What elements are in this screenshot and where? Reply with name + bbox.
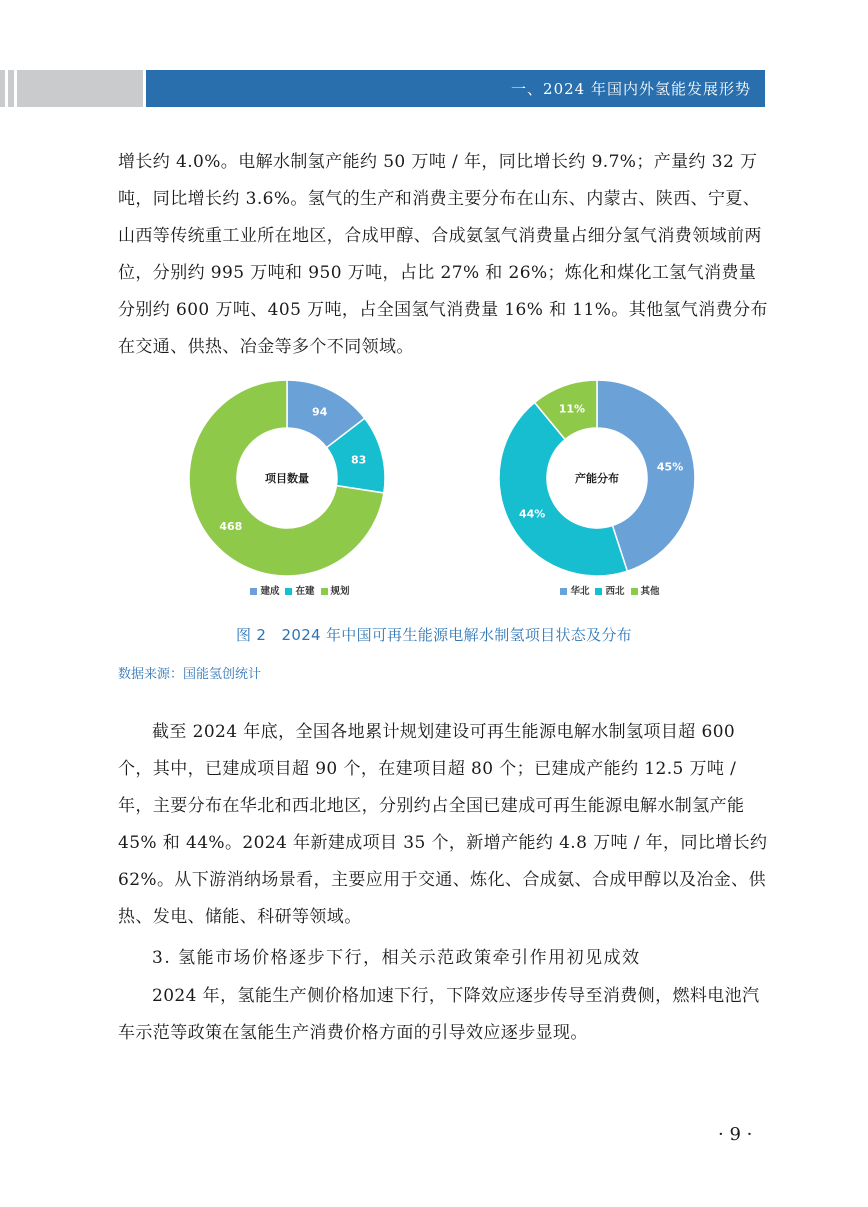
legend-label: 在建: [295, 586, 315, 597]
donut-chart-capacity-distribution: [490, 378, 730, 603]
legend-swatch: [250, 588, 257, 595]
page-number: · 9 ·: [718, 1124, 753, 1145]
section-heading: 3. 氢能市场价格逐步下行，相关示范政策牵引作用初见成效: [152, 948, 641, 968]
legend-item-建成: [250, 583, 279, 597]
body-paragraph-3: 2024 年，氢能生产侧价格加速下行，下降效应逐步传导至消费侧，燃料电池汽车示范等政策在氢能生产消费价格方面的引导效应逐步显现。: [118, 986, 760, 1043]
legend-label: 规划: [330, 586, 350, 597]
donut-data-label: 468: [219, 520, 243, 534]
donut-center-label: 项目数量: [265, 472, 309, 485]
body-paragraph-1: 增长约 4.0%。电解水制氢产能约 50 万吨 / 年，同比增长约 9.7%；产量约 32 万吨，同比增长约 3.6%。氢气的生产和消费主要分布在山东、内蒙古、陕西、宁夏、山西等传统重工业所在地区，合成甲醇、合成氨氢气消费量占细分氢气消费领域前两位，分别约 995 万吨和 950 万吨，占比 27% 和 26%；炼化和煤化工氢气消费量分别约 600 万吨、405 万吨，占全国氢气消费量 16% 和 11%。其他氢气消费分布在交通、供热、冶金等多个不同领域。: [118, 152, 768, 357]
legend-swatch: [631, 588, 638, 595]
legend-swatch: [595, 588, 602, 595]
donut-data-label: 94: [312, 405, 328, 419]
legend-item-华北: [560, 583, 589, 597]
header-decor-block: [17, 70, 143, 107]
chart-legend: [180, 583, 420, 597]
legend-label: 西北: [605, 586, 625, 597]
legend-item-西北: [595, 583, 624, 597]
header-decor-stripe: [8, 70, 14, 107]
donut-data-label: 45%: [656, 460, 684, 474]
legend-label: 其他: [640, 586, 660, 597]
donut-data-label: 83: [351, 453, 367, 467]
header-decor-stripe: [0, 70, 5, 107]
legend-item-其他: [631, 583, 660, 597]
header-bar: [146, 70, 765, 107]
figure-caption: 图 2 2024 年中国可再生能源电解水制氢项目状态及分布: [236, 626, 632, 644]
donut-chart-project-count-svg: [180, 378, 420, 583]
legend-swatch: [560, 588, 567, 595]
chart-legend: [490, 583, 730, 597]
header-title: 一、2024 年国内外氢能发展形势: [511, 80, 751, 98]
legend-swatch: [285, 588, 292, 595]
donut-chart-project-count: [180, 378, 420, 603]
donut-data-label: 44%: [518, 507, 546, 521]
legend-label: 建成: [260, 586, 280, 597]
donut-data-label: 11%: [558, 402, 586, 416]
legend-label: 华北: [570, 586, 590, 597]
donut-center-label: 产能分布: [575, 472, 619, 485]
body-paragraph-2: 截至 2024 年底，全国各地累计规划建设可再生能源电解水制氢项目超 600 个，其中，已建成项目超 90 个，在建项目超 80 个；已建成产能约 12.5 万吨 / 年，主要分布在华北和西北地区，分别约占全国已建成可再生能源电解水制氢产能 45% 和 44%。2024 年新建成项目 35 个，新增产能约 4.8 万吨 / 年，同比增长约 62%。从下游消纳场景看，主要应用于交通、炼化、合成氨、合成甲醇以及冶金、供热、发电、储能、科研等领域。: [118, 722, 768, 927]
legend-item-在建: [285, 583, 314, 597]
legend-item-规划: [321, 583, 350, 597]
figure-source: 数据来源：国能氢创统计: [118, 667, 262, 682]
donut-chart-capacity-distribution-svg: [490, 378, 730, 583]
header-band: [0, 70, 765, 107]
legend-swatch: [321, 588, 328, 595]
